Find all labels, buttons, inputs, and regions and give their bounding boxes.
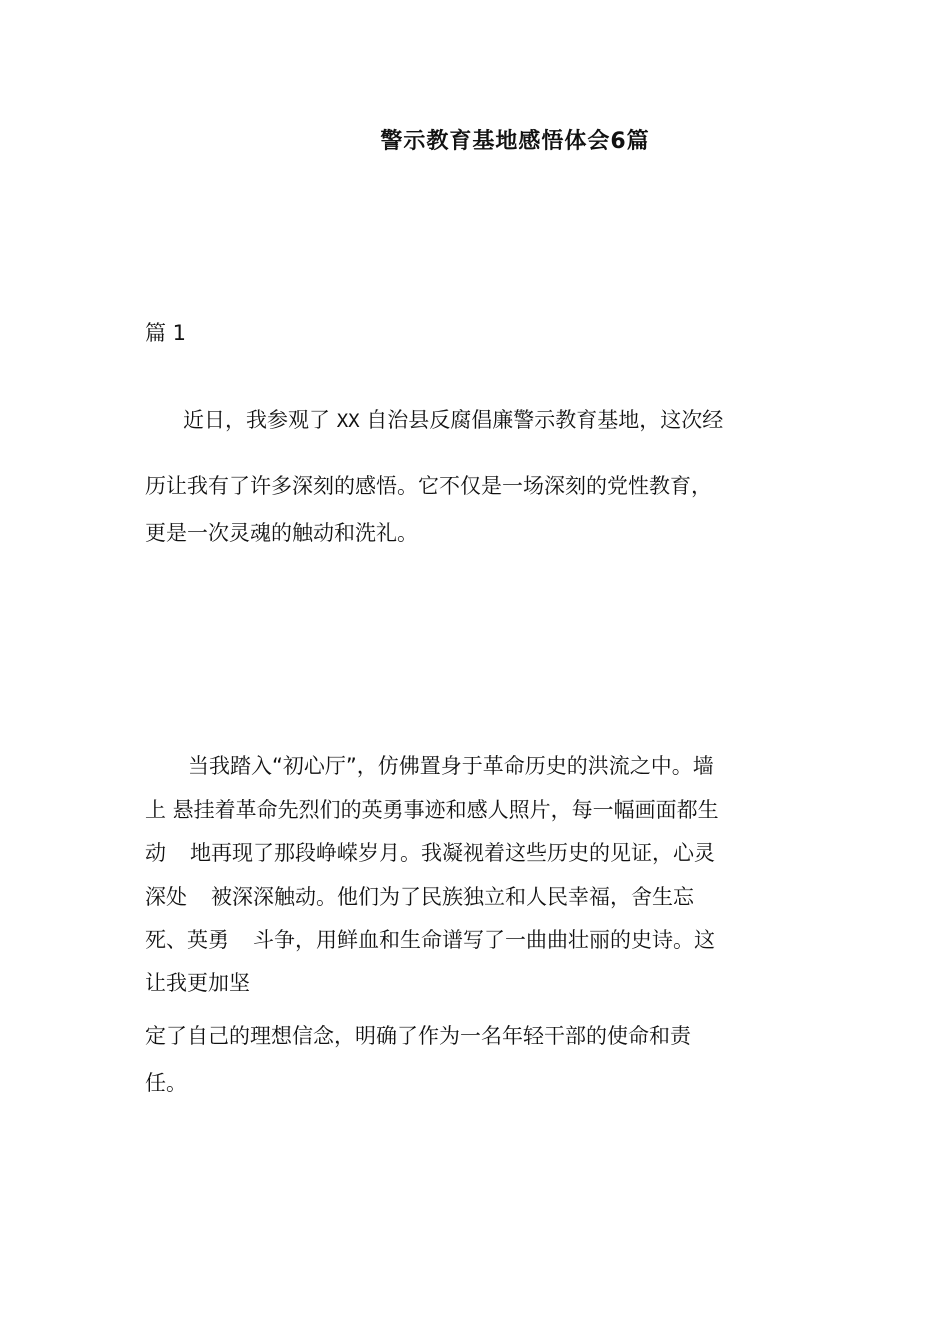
paragraph-1-line-2: 历让我有了许多深刻的感悟。它不仅是一场深刻的党性教育， [145,474,712,498]
document-title: 警示教育基地感悟体会6篇 [380,129,650,154]
paragraph-2-line-3 [145,838,715,868]
paragraph-2-line-8: 任。 [145,1071,187,1095]
paragraph-2-line-6: 让我更加坚 [145,971,250,995]
section-label: 篇 1 [145,321,187,345]
p2-line5-text-b: 斗争，用鲜血和生命谱写了一曲曲壮丽的史诗。这 [253,928,715,952]
paragraph-2-line-5 [145,925,715,955]
p2-line5-text-a: 死、英勇 [145,928,229,952]
p1-line1-xx: XX [336,410,360,432]
paragraph-2-line-7: 定了自己的理想信念，明确了作为一名年轻干部的使命和责 [145,1024,691,1048]
paragraph-1-line-1 [183,405,723,436]
p2-line4-text-b: 被深深触动。他们为了民族独立和人民幸福，舍生忘 [211,885,694,909]
p2-line4-text-a: 深处 [145,885,187,909]
paragraph-1-line-3: 更是一次灵魂的触动和洗礼。 [145,521,418,545]
paragraph-2-line-4 [145,882,694,912]
p2-line3-text-b: 地再现了那段峥嵘岁月。我凝视着这些历史的见证，心灵 [190,841,715,865]
paragraph-2-line-1: 当我踏入“初心厅”，仿佛置身于革命历史的洪流之中。墙 [188,754,714,778]
paragraph-2-line-2: 上 悬挂着革命先烈们的英勇事迹和感人照片，每一幅画面都生 [145,798,719,822]
p1-line1-text-b: 自治县反腐倡廉警示教育基地，这次经 [366,408,724,432]
p1-line1-text-a: 近日，我参观了 [183,408,330,432]
p2-line3-text-a: 动 [145,841,166,865]
